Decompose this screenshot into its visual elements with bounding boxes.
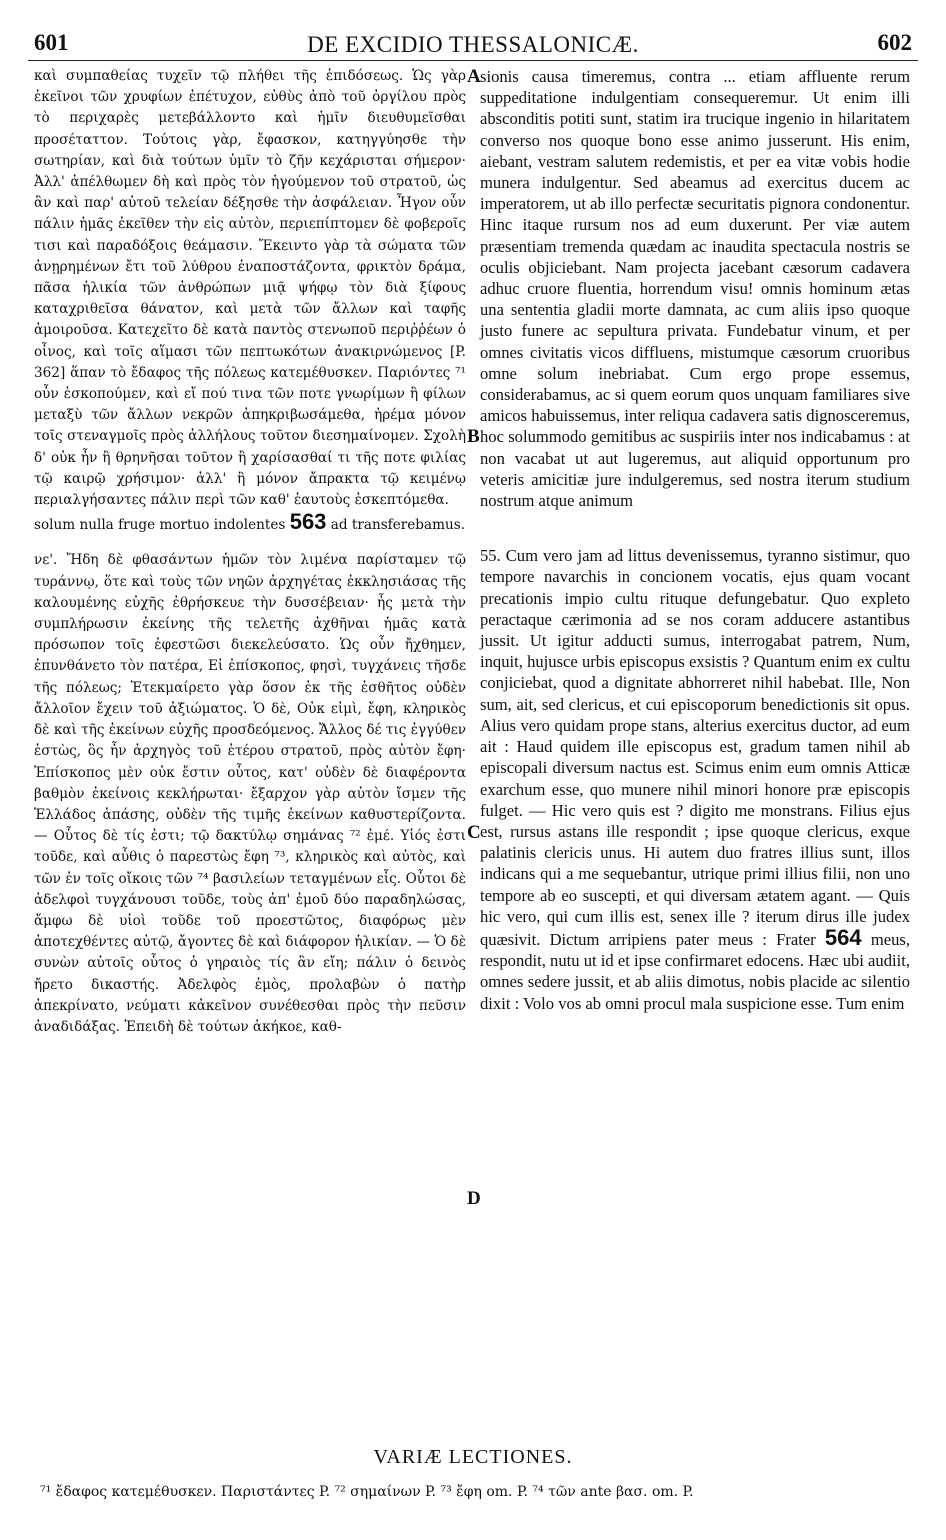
col-number-564: 564 <box>824 924 862 950</box>
variant-readings: ⁷¹ ἔδαφος κατεμέθυσκεν. Παριστάντες P. ⁷² σημαίνων P. ⁷³ ἔφη om. P. ⁷⁴ τῶν ante βασ. om. P. <box>40 1484 694 1500</box>
latin-spillover <box>34 511 466 536</box>
page-number-left: 601 <box>34 30 69 55</box>
page-number-right: 602 <box>877 30 912 55</box>
latin-paragraph-55-tail: meus, respondit, nutu ut id et ipse confirmaret edocens. Hæc ubi audiit, omnes sedere jussit, et ab aliis dimotus, nobis placide ac silentio dixit : Volo vos ab omni procul mala suspicione esse. Tum enim <box>480 929 910 1013</box>
section-marker-b: B <box>467 426 480 447</box>
latin-paragraph-55 <box>480 545 910 1013</box>
section-marker-a: A <box>467 66 481 87</box>
section-marker-c: C <box>467 822 481 843</box>
running-title: DE EXCIDIO THESSALONICÆ. <box>307 32 639 57</box>
running-header <box>34 30 912 64</box>
latin-paragraph-1: sionis causa timeremus, contra ... etiam affluente rerum suppeditatione indulgentiam consequeremur. Ut enim illi absconditis potiti sunt, statim ira trucique ingenio in hilaritatem converso nos quoque bono esse animo jusserunt. His enim, aiebant, vestram salutem redemistis, et per ea vitæ vobis hodie munera indulgentur. Sed abeamus ad exercitus ducem ac imperatorem, ut ab illo perfectæ securitatis pignora condonentur. Hinc itaque rursum nos ad eum duxerunt. Per viæ autem præsentiam tremenda quædam ac inaudita spectacula nostris se oculis objiciebant. Nam projecta jacebant cæsorum cadavera adhuc cruore fluentia, horrendum visu! omnis hominum ætas una sententia gladii morte damnata, ac cum aliis ipso quoque justo funere ac sepultura privata. Fundebatur vinum, et per omnes civitatis vicos diffluens, mistumque cæsorum cruoribus omne solum inebriabat. Cum ergo prope essemus, considerabamus, ac si quem eorum quos unquam familiares sive amicos habuissemus, inter reliqua cadavera satis dignosceremus, hoc solummodo gemitibus ac suspiriis inter nos indicabamus : at non vacabat ut aut lugeremus, aut aliquid opportunum pro veteris amicitiæ jure indulgeremus, sed nostra iterum studium nostrum atque animum <box>480 67 910 511</box>
section-marker-d: D <box>467 1188 481 1209</box>
variant-readings-title: VARIÆ LECTIONES. <box>373 1446 573 1468</box>
greek-paragraph-55: νε'. Ἤδη δὲ φθασάντων ἡμῶν τὸν λιμένα παρίσταμεν τῷ τυράννῳ, ὅτε καὶ τοὺς τῶν νηῶν ἀρχηγέτας ἐκκλησιάσας τῆς καλουμένης εὐχῆς ἐθρήσκευε τὴν δυσσέβειαν· ἧς μετὰ τὴν συμπλήρωσιν ἐκείνης τῆς τελετῆς ἀχθῆναι ἡμᾶς κατὰ πρόσωπον τοῖς ἐφεστῶσι διεκελεύσατο. Ὡς οὖν ἤχθημεν, ἐπυνθάνετο τὸν πατέρα, Εἰ ἐπίσκοπος, φησὶ, τυγχάνεις τῆσδε τῆς πόλεως; Ἐτεκμαίρετο γὰρ ὅσον ἐκ τῆς ἐσθῆτος οὐδὲν ἄλλοῖον ἔχειν τοῦ ἀξιώματος. Ὁ δὲ, Οὐκ εἰμὶ, ἔφη, κληρικὸς δὲ καὶ τῆς ἐκείνων εὐχῆς προσδεόμενος. Ἄλλος δέ τις ἐγγύθεν ἑστὼς, ὃς ἦν ἀρχηγὸς τοῦ ἑτέρου στρατοῦ, πρὸς αὐτὸν ἔφη· Ἐπίσκοπος μὲν οὐκ ἔστιν οὗτος, κατ' οὐδὲν δὲ διαφέροντα βαθμὸν ἐκείνοις κεκλήρωται· ἔξαρχον γὰρ αὐτὸν ἴσμεν τῆς Ἑλλάδος ἁπάσης, οὐδὲν τῆς τιμῆς ἐκείνων καθυστερίζοντα. — Οὗτος δὲ τίς ἐστι; τῷ δακτύλῳ σημάνας ⁷² ἐμέ. Υἱός ἐστι τοῦδε, καὶ αὖθις ὁ παρεστὼς ἔφη ⁷³, κληρικὸς καὶ αὐτὸς, καὶ τῶν ἐν τοῖς οἴκοις τῶν ⁷⁴ βασιλείων τεταγμένων εἷς. Οὗτοι δὲ ἀδελφοὶ τυγχάνουσι τοῦδε, τοὺς ἀπ' ἐμοῦ δύο παραδηλώσας, ἄμφω δὲ υἱοὶ τοῦδε τοῦ προεστῶτος, διαφόρως μὲν ἀποτεχθέντες αὐτῷ, ἄγοντες δὲ καὶ διάφορον ἡλικίαν. — Ὁ δὲ συνὼν αὐτοῖς οὗτος ὁ γηραιὸς τίς ἂν εἴη; πάλιν ὁ δεινὸς ἤρετο δικαστής. Ἀδελφὸς ἐμὸς, προλαβὼν ὁ πατὴρ ἀπεκρίνατο, νεύματι κἀκεῖνον συνέθεσθαι πρὸς τὴν πεῦσιν ἀναδιδάξας. Ἐπειδὴ δὲ τούτων ἀκήκοε, καθ- <box>34 552 466 1035</box>
latin-paragraph-55-text: 55. Cum vero jam ad littus devenissemus, tyranno sistimur, quo tempore navarchis in concionem vocatis, ejus quam vocant precationis impio cultu rituque defungebatur. Quo expleto peractaque cærimonia ad se nos coram adducere astantibus jussit. Ut igitur adducti sumus, interrogabat patrem, Num, inquit, hujusce urbis episcopus exsistis ? Quantum enim ex cultu conjiciebat, quod a dignitate abhorreret nihil habebat. Ille, Non sum, ait, sed clericus, et cui episcoporum benedictionis sit opus. Alius vero quidam prope stans, alterius exercitus ductor, ad eum ait : Haud quidem ille episcopus est, gradum tamen nihil ab episcopali diversum nactus est. Scimus enim eum omnis Atticæ exarchum esse, quo munere nihil minori honore præ episcopis fulget. — Hic vero quis est ? digito me monstrans. Filius ejus est, rursus astans ille respondit ; ipse quoque clericus, exque palatinis clericis unus. Hi autem duo fratres illius sunt, illos indicans qui a me sequebantur, utrique primi illius filii, non uno tempore ab eo suscepti, et qui diversam ætatem agant. — Quis hic vero, qui cum illis est, senex ille ? iterum dirus ille judex quæsivit. Dictum arripiens pater meus : Frater <box>480 546 910 949</box>
col-number-563: 563 <box>289 509 327 535</box>
header-rule <box>28 60 918 61</box>
greek-column <box>34 66 466 1038</box>
spillover-text-end: ad transferebamus. <box>330 517 466 534</box>
greek-paragraph-1: καὶ συμπαθείας τυχεῖν τῷ πλήθει τῆς ἐπιδόσεως. Ὡς γὰρ ἐκεῖνοι τῶν χρυφίων ἐπέτυχον, εὐθὺς ἀπὸ τοῦ ὀργίλου πρὸς τὸ περιχαρὲς μετεβάλλοντο καὶ ἡμῖν διευθυμεῖσθαι προσέταττον. Τούτοις γὰρ, ἔφασκον, κατηγγύησθε τὴν σωτηρίαν, καὶ διὰ τούτων ὑμῖν τὸ ζῆν κεχάρισται σήμερον· Ἀλλ' ἀπέλθωμεν δὴ καὶ πρὸς τὸν ἡγούμενον τοῦ στρατοῦ, ὡς ἂν καὶ παρ' αὐτοῦ τελείαν δέξησθε τὴν ἀσφάλειαν. Ἦγον οὖν πάλιν ἡμᾶς ἐκεῖθεν τὴν εἰς αὐτὸν, περιεπίπτομεν δὲ φοβεροῖς τισι καὶ παραδόξοις θεάμασιν. Ἔκειντο γὰρ τὰ σώματα τῶν ἀνῃρημένων ἔτι τοῦ λύθρου ἐναποστάζοντα, φρικτὸν δράμα, πᾶσα ἡλικία τῶν ἀνθρώπων μιᾷ ψήφῳ τὸν διὰ ξίφους καταχριθεῖσα θάνατον, καὶ μετὰ τῶν ἄλλων καὶ ταφῆς ἀμοιροῦσα. Κατεχεῖτο δὲ κατὰ παντὸς στενωποῦ περιῤῥέων ὁ οἶνος, καὶ τοῖς αἵμασι τῶν πεπτωκότων ἀνακιρνώμενος [P. 362] ἅπαν τὸ ἔδαφος τῆς πόλεως κατεμέθυσκεν. Παριόντες ⁷¹ οὖν ἐσκοπούμεν, καὶ εἴ πού τινα τῶν ποτε γνωρίμων ἢ φίλων μεταξὺ τῶν ἄλλων νεκρῶν ἀπηκριβωσάμεθα, ἠρέμα μόνον τοῖς στεναγμοῖς πρὸς ἀλλήλους τοῦτον διεσημαίνομεν. Σχολὴ δ' οὐκ ἦν ἢ θρηνῆσαι τοῦτον ἢ χαρίσασθαί τι τῆς ποτε φιλίας τῷ καιρῷ χρήσιμον· ἀλλ' ἢ μόνον ἄπρακτα τῷ κειμένῳ περιαλγήσαντες πάλιν περὶ τῶν καθ' ἑαυτοὺς ἐσκεπτόμεθα. <box>34 68 466 509</box>
spillover-text-start: solum nulla fruge mortuo indolentes <box>34 517 286 534</box>
latin-column <box>480 66 910 1014</box>
